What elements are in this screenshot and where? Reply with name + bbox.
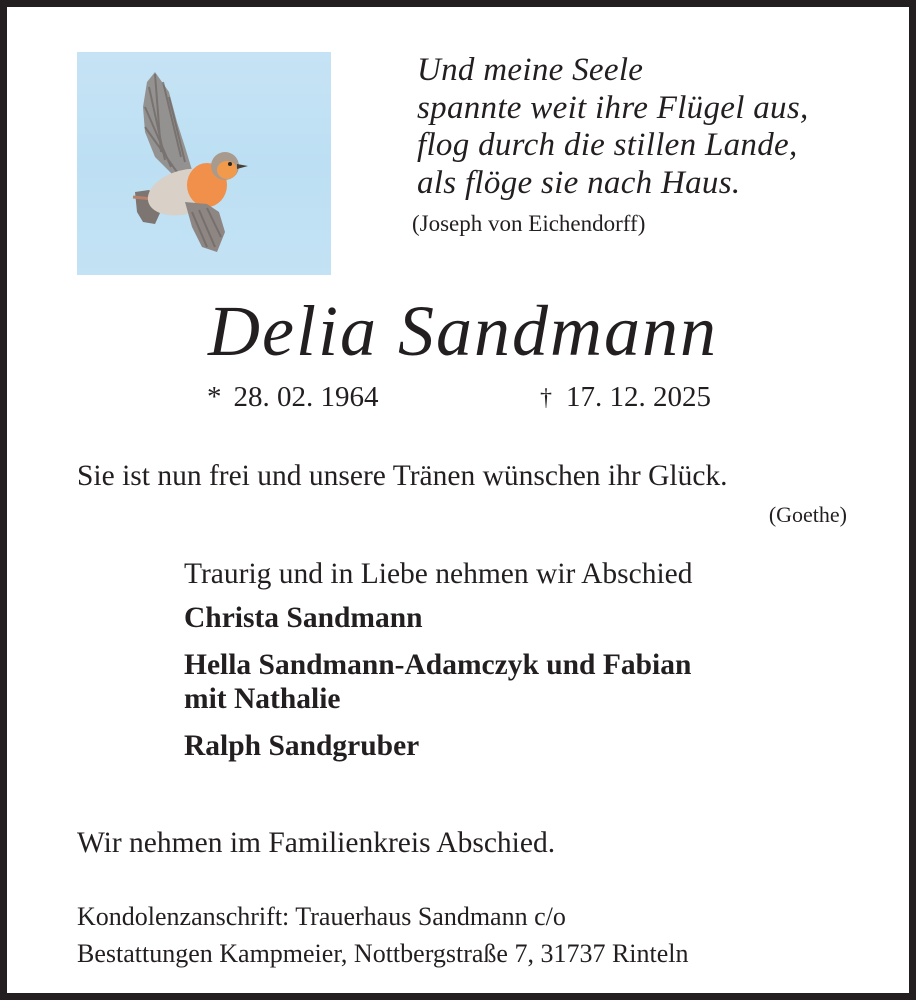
goethe-quote-author: (Goethe) (768, 502, 847, 527)
goethe-quote: Sie ist nun frei und unsere Tränen wünschen ihr Glück. (77, 460, 728, 492)
poem-line: spannte weit ihre Flügel aus, (417, 89, 809, 126)
poem-author: (Joseph von Eichendorff) (412, 211, 646, 236)
mourners-section (184, 555, 864, 763)
mourner-name: Christa Sandmann (184, 602, 423, 634)
death-dagger-icon: † (540, 385, 552, 411)
mourner-name: Hella Sandmann-Adamczyk und Fabian mit Nathalie (184, 649, 692, 715)
mourner-name: Ralph Sandgruber (184, 730, 420, 762)
poem-line: als flöge sie nach Haus. (417, 164, 741, 201)
robin-bird-icon (77, 52, 331, 275)
deceased-name: Delia Sandmann (208, 291, 718, 371)
birth-star-icon: * (207, 381, 222, 413)
condolence-address: Kondolenzanschrift: Trauerhaus Sandmann c/o Bestattungen Kampmeier, Nottbergstraße 7, 31737 Rinteln (77, 902, 689, 968)
poem-line: flog durch die stillen Lande, (417, 127, 798, 163)
poem (417, 52, 857, 202)
mourners-intro: Traurig und in Liebe nehmen wir Abschied (184, 558, 693, 590)
robin-photo (77, 52, 331, 275)
poem-line: Und meine Seele (417, 52, 644, 88)
birth-date: * 28. 02. 1964 (207, 381, 379, 413)
death-date: † 17. 12. 2025 (540, 381, 711, 413)
closing-statement: Wir nehmen im Familienkreis Abschied. (77, 827, 556, 859)
